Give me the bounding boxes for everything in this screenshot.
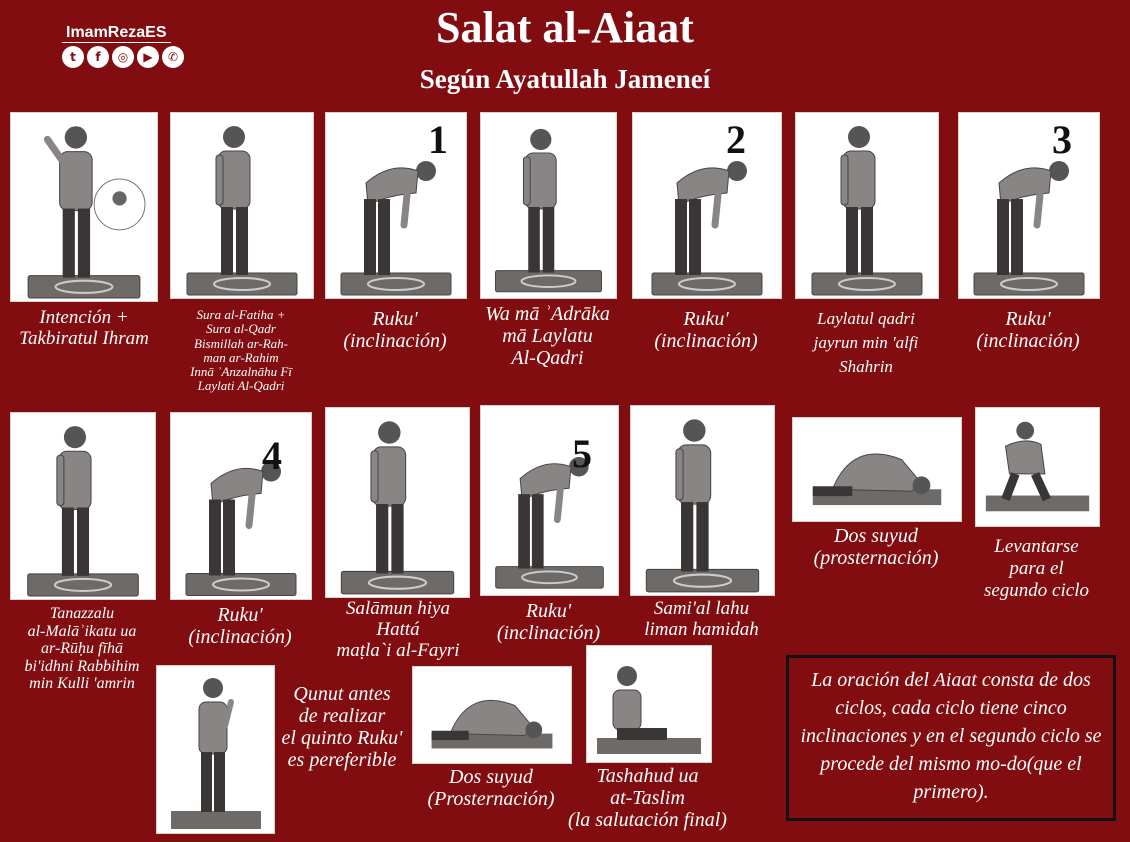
figure-ruku-4 <box>170 412 312 600</box>
caption-step-16: Dos suyud (Prosternación) <box>427 766 555 810</box>
caption-step-9: Ruku' (inclinación) <box>188 604 292 648</box>
figure-ruku-3 <box>958 112 1100 299</box>
caption-step-5: Ruku' (inclinación) <box>654 308 758 352</box>
facebook-icon[interactable]: f <box>87 46 109 68</box>
figure-recitation-3 <box>795 112 939 299</box>
step-number-5: 5 <box>572 431 592 476</box>
caption-step-4: Wa mā ʾAdrāka mā Laylatu Al-Qadri <box>485 303 610 369</box>
figure-rise-second-cycle <box>975 407 1100 527</box>
figure-qunut <box>156 665 275 834</box>
caption-step-14: Levantarse para el segundo ciclo <box>983 536 1089 601</box>
info-note: La oración del Aiaat consta de dos ciclos, cada ciclo tiene cinco inclinaciones y en el segundo ciclo se procede del mismo mo-do(que el primero). <box>786 655 1116 821</box>
whatsapp-icon[interactable]: ✆ <box>162 46 184 68</box>
twitter-icon[interactable]: t <box>62 46 84 68</box>
brand-name: ImamRezaES <box>62 24 171 43</box>
page-subtitle: Según Ayatullah Jameneí <box>419 64 711 94</box>
youtube-icon[interactable]: ▶ <box>137 46 159 68</box>
brand-logo[interactable] <box>62 24 202 68</box>
caption-step-13: Dos suyud (prosternación) <box>813 525 939 569</box>
caption-step-7: Ruku' (inclinación) <box>976 308 1080 352</box>
figure-recitation <box>170 112 314 299</box>
figure-sujud-1 <box>792 417 962 522</box>
caption-step-6: Laylatul qadri jayrun min 'alfi Shahrin <box>813 309 919 376</box>
step-number-3: 3 <box>1052 117 1072 162</box>
caption-step-11: Ruku' (inclinación) <box>496 600 601 644</box>
step-number-2: 2 <box>726 117 746 162</box>
caption-step-2: Sura al-Fatiha + Sura al-Qadr Bismillah ar-Rah- man ar-Rahim Innā ʾAnzalnāhu Fī Laylati Al-Qadri <box>190 307 292 394</box>
figure-ruku-2 <box>632 112 782 299</box>
figure-sujud-2 <box>412 666 572 764</box>
figure-ruku-5 <box>480 405 619 596</box>
caption-step-8: Tanazzalu al-Malāʾikatu ua ar-Rūḥu fīhā bi'idhni Rabbihim min Kulli 'amrin <box>24 605 140 693</box>
caption-step-10: Salāmun hiya Hattá maṭla`i al-Fayri <box>336 598 460 661</box>
figure-recitation-2 <box>480 112 617 299</box>
step-number-1: 1 <box>428 117 448 162</box>
caption-step-15: Qunut antes de realizar el quinto Ruku' es pereferible <box>281 683 403 771</box>
figure-recitation-4 <box>10 412 156 600</box>
caption-step-12: Sami'al lahu liman hamidah <box>644 598 759 640</box>
figure-rise-from-ruku <box>630 405 775 596</box>
figure-recitation-5 <box>325 407 470 598</box>
instagram-icon[interactable]: ◎ <box>112 46 134 68</box>
step-number-4: 4 <box>262 433 282 478</box>
caption-step-1: Intención + Takbiratul Ihram <box>19 307 149 349</box>
caption-step-17: Tashahud ua at-Taslim (la salutación final) <box>568 765 727 831</box>
figure-tashahud <box>586 645 712 763</box>
page-title: Salat al-Aiaat <box>436 3 694 52</box>
caption-step-3: Ruku' (inclinación) <box>343 308 447 352</box>
figure-intention <box>10 112 158 302</box>
